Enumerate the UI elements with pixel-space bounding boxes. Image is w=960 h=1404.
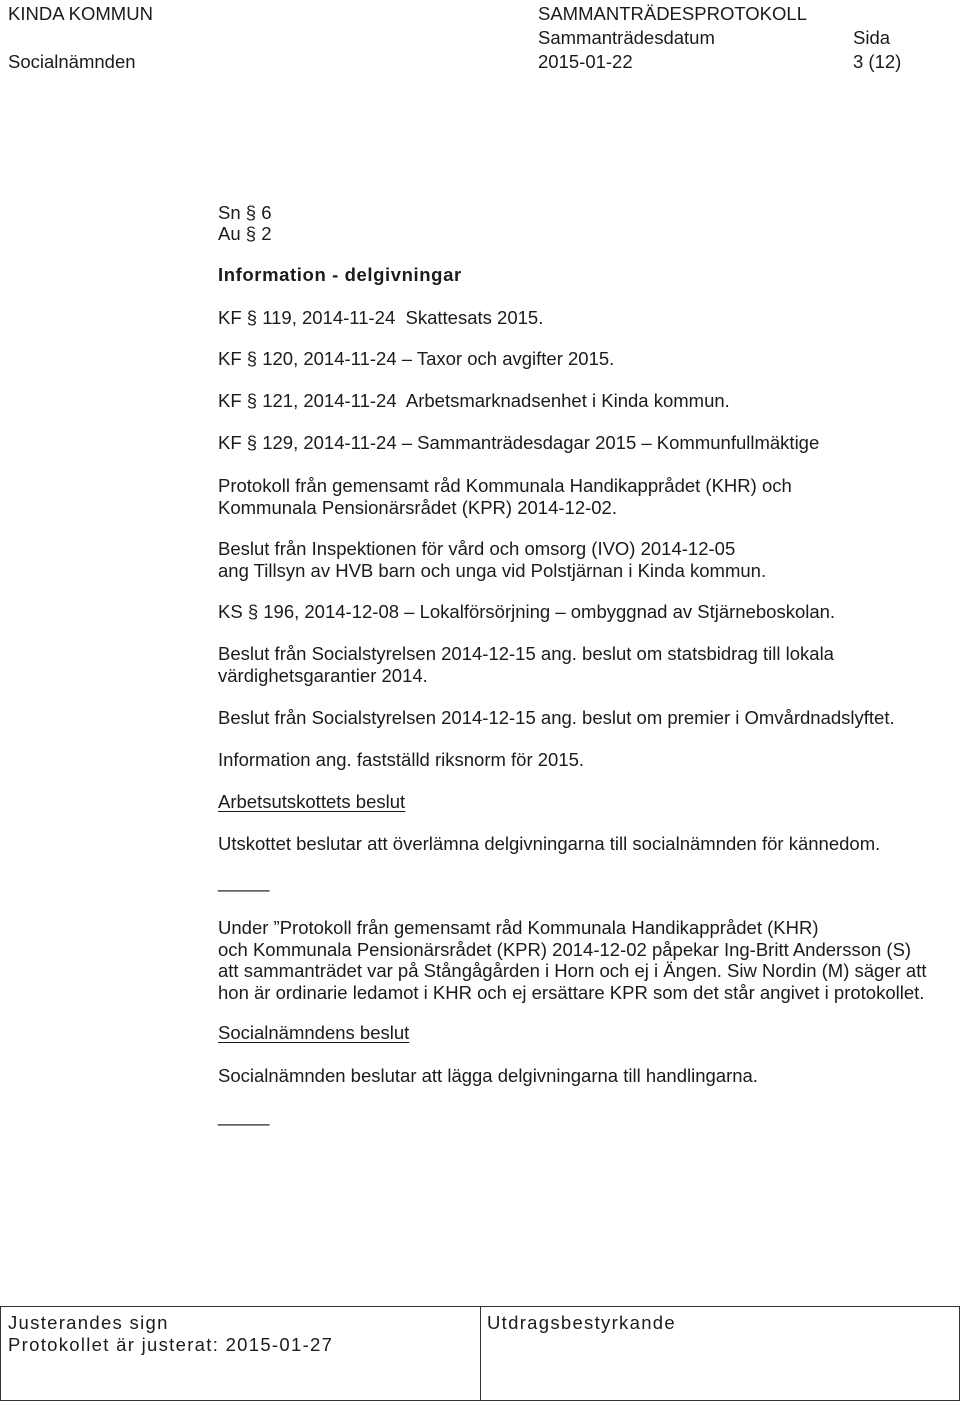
au-decision-text: Utskottet beslutar att överlämna delgivningarna till socialnämnden för kännedom. bbox=[218, 833, 881, 854]
note-line: att sammanträdet var på Stångågården i Horn och ej i Ängen. Siw Nordin (M) säger att bbox=[218, 960, 927, 981]
section-title: Information - delgivningar bbox=[218, 264, 462, 285]
page-number: 3 (12) bbox=[853, 51, 902, 72]
au-decision-heading: Arbetsutskottets beslut bbox=[218, 791, 406, 812]
sn-decision-heading: Socialnämndens beslut bbox=[218, 1022, 410, 1043]
info-item-line: KS § 196, 2014-12-08 – Lokalförsörjning – ombyggnad av Stjärneboskolan. bbox=[218, 601, 836, 622]
info-item-line: KF § 121, 2014-11-24 Arbetsmarknadsenhet i Kinda kommun. bbox=[218, 390, 730, 411]
separator: _____ bbox=[218, 871, 270, 892]
page-label: Sida bbox=[853, 27, 891, 48]
board-name: Socialnämnden bbox=[8, 51, 136, 72]
sn-decision-text: Socialnämnden beslutar att lägga delgivningarna till handlingarna. bbox=[218, 1065, 758, 1086]
info-item-line: Information ang. fastställd riksnorm för 2015. bbox=[218, 749, 585, 770]
info-item-line: Protokoll från gemensamt råd Kommunala Handikapprådet (KHR) och bbox=[218, 475, 792, 496]
footer-justerat-text: Protokollet är justerat: 2015-01-27 bbox=[8, 1334, 334, 1355]
section-ref-au: Au § 2 bbox=[218, 223, 272, 244]
doc-type: SAMMANTRÄDESPROTOKOLL bbox=[538, 3, 807, 24]
info-item-line: värdighetsgarantier 2014. bbox=[218, 665, 428, 686]
info-item-line: Beslut från Socialstyrelsen 2014-12-15 ang. beslut om premier i Omvårdnadslyftet. bbox=[218, 707, 895, 728]
section-ref-sn: Sn § 6 bbox=[218, 202, 272, 223]
footer-utdrag-label: Utdragsbestyrkande bbox=[487, 1312, 676, 1333]
note-line: hon är ordinarie ledamot i KHR och ej ersättare KPR som det står angivet i protokollet. bbox=[218, 982, 925, 1003]
info-item-line: Beslut från Inspektionen för vård och omsorg (IVO) 2014-12-05 bbox=[218, 538, 736, 559]
org-name: KINDA KOMMUN bbox=[8, 3, 153, 24]
separator: _____ bbox=[218, 1105, 270, 1126]
info-item-line: ang Tillsyn av HVB barn och unga vid Polstjärnan i Kinda kommun. bbox=[218, 560, 767, 581]
note-line: och Kommunala Pensionärsrådet (KPR) 2014-12-02 påpekar Ing-Britt Andersson (S) bbox=[218, 939, 912, 960]
info-item-line: Beslut från Socialstyrelsen 2014-12-15 ang. beslut om statsbidrag till lokala bbox=[218, 643, 834, 664]
date-label: Sammanträdesdatum bbox=[538, 27, 715, 48]
info-item-line: KF § 129, 2014-11-24 – Sammanträdesdagar 2015 – Kommunfullmäktige bbox=[218, 432, 820, 453]
info-item-line: KF § 119, 2014-11-24 Skattesats 2015. bbox=[218, 307, 544, 328]
info-item-line: Kommunala Pensionärsrådet (KPR) 2014-12-02. bbox=[218, 497, 617, 518]
meeting-date: 2015-01-22 bbox=[538, 51, 633, 72]
note-line: Under ”Protokoll från gemensamt råd Kommunala Handikapprådet (KHR) bbox=[218, 917, 819, 938]
footer-justerandes-label: Justerandes sign bbox=[8, 1312, 169, 1333]
info-item-line: KF § 120, 2014-11-24 – Taxor och avgifter 2015. bbox=[218, 348, 615, 369]
